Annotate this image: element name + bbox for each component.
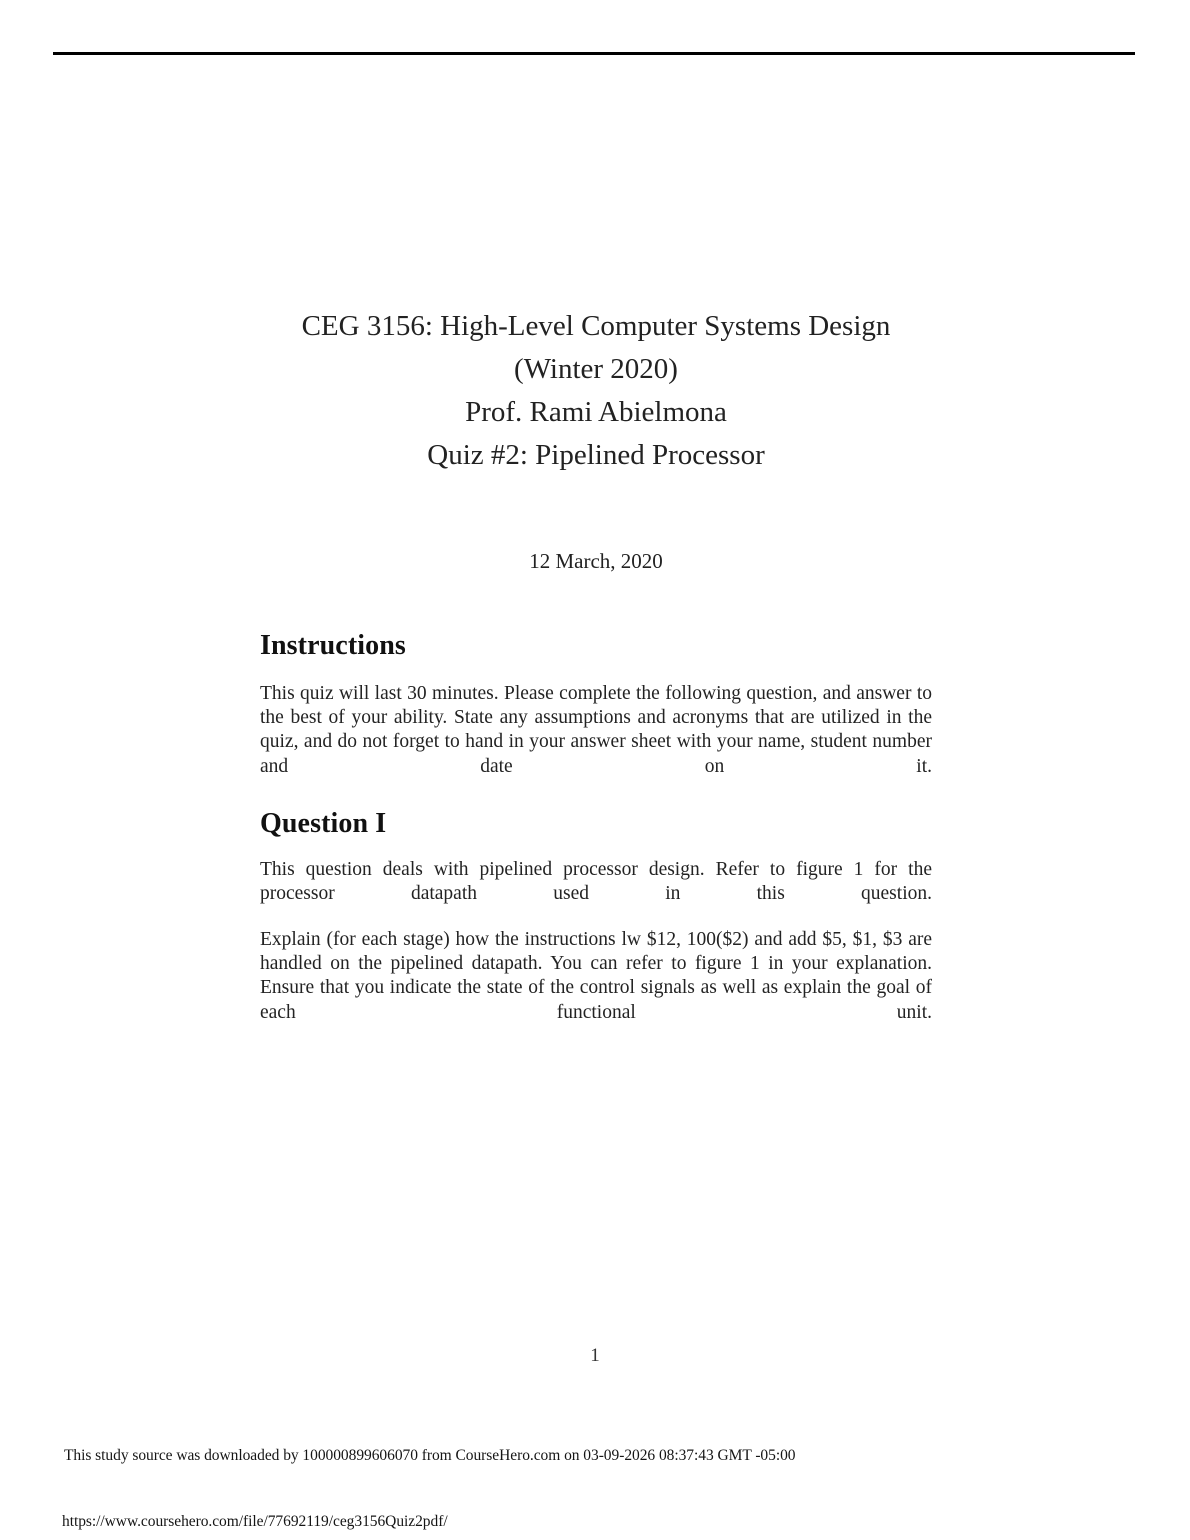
paragraph-instructions: This quiz will last 30 minutes. Please complete the following question, and answer to the best of your ability. State any assumptions and acronyms that are utilized in the quiz, and do not forget to hand in your answer sheet with your name, student number and date on it. [260,683,932,777]
heading-instructions: Instructions [260,630,406,661]
title-line-4: Quiz #2: Pipelined Processor [427,439,765,471]
document-date: 12 March, 2020 [529,549,663,573]
coursehero-source-url[interactable]: https://www.coursehero.com/file/77692119/ceg3156Quiz2pdf/ [62,1513,448,1530]
coursehero-source-note: This study source was downloaded by 100000899606070 from CourseHero.com on 03-09-2026 08:37:43 GMT -05:00 [64,1447,796,1464]
title-line-1: CEG 3156: High-Level Computer Systems Design [301,310,891,342]
instruction-lw-operands: $12, 100($2) [646,929,749,950]
task-text-after: are handled on the pipelined datapath. You can refer to figure 1 in your explanation. Ensure that you indicate the state of the control signals as well as explain the goal of each functional unit. [260,929,933,1023]
heading-question-1: Question I [260,808,387,839]
header-rule [53,52,1135,55]
title-line-2: (Winter 2020) [514,353,678,385]
paragraph-question-1-task [260,928,932,1049]
paragraph-question-1-intro: This question deals with pipelined processor design. Refer to figure 1 for the processor datapath used in this question. [260,859,932,905]
title-line-3: Prof. Rami Abielmona [465,396,727,428]
document-title [260,305,932,477]
task-text-before: Explain (for each stage) how the instructions lw [260,929,647,950]
task-text-middle: and add [748,929,823,950]
instruction-add-operands: $5, $1, $3 [822,929,903,950]
page-number: 1 [590,1345,600,1366]
